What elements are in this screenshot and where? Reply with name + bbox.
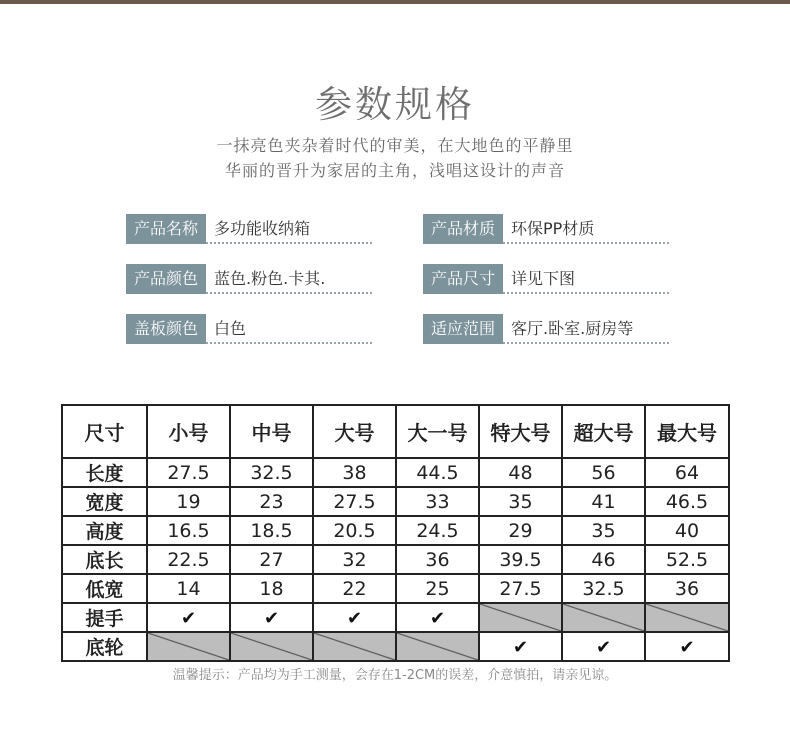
- table-cell: [230, 603, 313, 632]
- table-cell: 22.5: [147, 545, 230, 574]
- table-cell: [645, 632, 729, 661]
- row-header: 长度: [62, 458, 147, 487]
- table-cell: 24.5: [396, 516, 479, 545]
- spec-value: 客厅.卧室.厨房等: [503, 314, 669, 344]
- table-cell: 23: [230, 487, 313, 516]
- column-header: 超大号: [562, 405, 645, 458]
- table-row: [62, 574, 729, 603]
- spec-material: [423, 214, 669, 244]
- table-cell: [479, 632, 562, 661]
- spec-label: 产品名称: [126, 214, 206, 244]
- spec-usage: [423, 314, 669, 344]
- table-cell: 44.5: [396, 458, 479, 487]
- table-cell: [396, 603, 479, 632]
- spec-value: 环保PP材质: [503, 214, 669, 244]
- table-cell: 27.5: [479, 574, 562, 603]
- column-header: 中号: [230, 405, 313, 458]
- row-header: 底长: [62, 545, 147, 574]
- not-available-cell: [230, 632, 313, 661]
- table-cell: 32.5: [230, 458, 313, 487]
- row-header: 底轮: [62, 632, 147, 661]
- table-cell: 18.5: [230, 516, 313, 545]
- column-header: 大号: [313, 405, 396, 458]
- table-cell: [147, 603, 230, 632]
- not-available-cell: [479, 603, 562, 632]
- column-header: 大一号: [396, 405, 479, 458]
- table-cell: 32.5: [562, 574, 645, 603]
- top-decor-bar: [0, 0, 790, 4]
- spec-value: 多功能收纳箱: [206, 214, 372, 244]
- table-cell: 27.5: [313, 487, 396, 516]
- table-cell: 20.5: [313, 516, 396, 545]
- not-available-cell: [147, 632, 230, 661]
- check-icon: ✔: [679, 636, 695, 658]
- table-cell: 56: [562, 458, 645, 487]
- table-cell: 22: [313, 574, 396, 603]
- check-icon: ✔: [595, 636, 612, 658]
- footer-note: 温馨提示：产品均为手工测量，会存在1-2CM的误差，介意慎拍，请亲见谅。: [172, 668, 618, 683]
- table-cell: [562, 632, 645, 661]
- row-header: 高度: [62, 516, 147, 545]
- check-icon: ✔: [512, 636, 529, 658]
- spec-value: 详见下图: [503, 264, 669, 294]
- spec-label: 盖板颜色: [126, 314, 206, 344]
- table-cell: 52.5: [645, 545, 729, 574]
- row-header: 提手: [62, 603, 147, 632]
- table-cell: 36: [645, 574, 729, 603]
- table-cell: 16.5: [147, 516, 230, 545]
- spec-label: 适应范围: [423, 314, 503, 344]
- spec-label: 产品尺寸: [423, 264, 503, 294]
- page-title: 参数规格: [315, 83, 475, 126]
- table-cell: 38: [313, 458, 396, 487]
- check-icon: ✔: [429, 607, 446, 629]
- table-cell: 14: [147, 574, 230, 603]
- row-header: 低宽: [62, 574, 147, 603]
- table-row: [62, 545, 729, 574]
- table-cell: 40: [645, 516, 729, 545]
- check-icon: ✔: [346, 607, 363, 629]
- size-table: [61, 404, 730, 662]
- table-cell: 25: [396, 574, 479, 603]
- column-header: 小号: [147, 405, 230, 458]
- table-row: [62, 487, 729, 516]
- table-cell: 39.5: [479, 545, 562, 574]
- not-available-cell: [562, 603, 645, 632]
- spec-size: [423, 264, 669, 294]
- table-cell: [313, 603, 396, 632]
- column-header: 特大号: [479, 405, 562, 458]
- check-icon: ✔: [263, 607, 280, 629]
- subtitle-line-1: 一抹亮色夹杂着时代的审美，在大地色的平静里: [216, 136, 574, 155]
- not-available-cell: [313, 632, 396, 661]
- table-row: [62, 516, 729, 545]
- table-cell: 64: [645, 458, 729, 487]
- spec-lid-color: [126, 314, 372, 344]
- table-cell: 36: [396, 545, 479, 574]
- table-cell: 27.5: [147, 458, 230, 487]
- spec-value: 蓝色.粉色.卡其.: [206, 264, 372, 294]
- spec-value: 白色: [206, 314, 372, 344]
- table-row: [62, 632, 729, 661]
- check-icon: ✔: [180, 607, 197, 629]
- table-row: [62, 458, 729, 487]
- table-cell: 29: [479, 516, 562, 545]
- table-cell: 41: [562, 487, 645, 516]
- table-cell: 35: [479, 487, 562, 516]
- table-cell: 46.5: [645, 487, 729, 516]
- table-cell: 18: [230, 574, 313, 603]
- table-cell: 46: [562, 545, 645, 574]
- row-header: 宽度: [62, 487, 147, 516]
- spec-color: [126, 264, 372, 294]
- table-corner-cell: 尺寸: [62, 405, 147, 458]
- column-header: 最大号: [645, 405, 729, 458]
- table-cell: 48: [479, 458, 562, 487]
- table-cell: 33: [396, 487, 479, 516]
- table-row: [62, 603, 729, 632]
- spec-product-name: [126, 214, 372, 244]
- not-available-cell: [396, 632, 479, 661]
- table-cell: 35: [562, 516, 645, 545]
- table-cell: 19: [147, 487, 230, 516]
- table-header-row: [62, 405, 729, 458]
- not-available-cell: [645, 603, 729, 632]
- subtitle-line-2: 华丽的晋升为家居的主角，浅唱这设计的声音: [224, 161, 565, 180]
- spec-label: 产品材质: [423, 214, 503, 244]
- table-cell: 32: [313, 545, 396, 574]
- table-cell: 27: [230, 545, 313, 574]
- spec-label: 产品颜色: [126, 264, 206, 294]
